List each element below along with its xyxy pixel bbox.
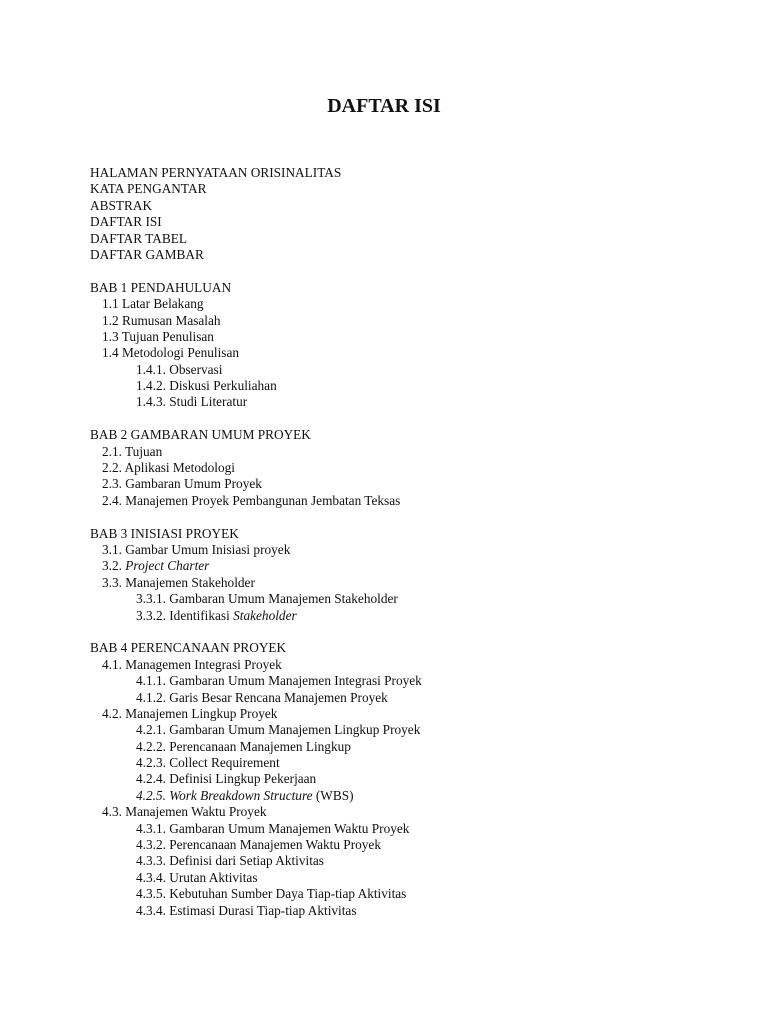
toc-entry-3-3-1: 3.3.1. Gambaran Umum Manajemen Stakeholder bbox=[136, 591, 398, 607]
toc-entry-number: 3.2. bbox=[102, 558, 122, 574]
toc-entry-4-1-2: 4.1.2. Garis Besar Rencana Manajemen Proyek bbox=[136, 689, 388, 705]
toc-entry-4-2-3: 4.2.3. Collect Requirement bbox=[136, 755, 280, 771]
toc-entry-4-3: 4.3. Manajemen Waktu Proyek bbox=[102, 804, 267, 820]
spacer bbox=[90, 624, 748, 640]
toc-entry-1-4-1: 1.4.1. Observasi bbox=[136, 361, 223, 377]
toc-entry-3-1: 3.1. Gambar Umum Inisiasi proyek bbox=[102, 541, 291, 557]
toc-entry-4-3-5: 4.3.5. Kebutuhan Sumber Daya Tiap-tiap Aktivitas bbox=[136, 886, 407, 902]
toc-entry-4-3-6: 4.3.4. Estimasi Durasi Tiap-tiap Aktivitas bbox=[136, 902, 357, 918]
toc-entry-4-3-4: 4.3.4. Urutan Aktivitas bbox=[136, 869, 258, 885]
toc-entry-1-1: 1.1 Latar Belakang bbox=[102, 296, 204, 312]
toc-entry-4-3-2: 4.3.2. Perencanaan Manajemen Waktu Proyek bbox=[136, 837, 381, 853]
toc-entry-italic-text: Project Charter bbox=[125, 558, 210, 574]
toc-entry-italic-text: Stakeholder bbox=[233, 607, 297, 623]
chapter-heading-bab1: BAB 1 PENDAHULUAN bbox=[90, 279, 232, 295]
spacer bbox=[90, 509, 748, 525]
toc-entry-3-2 bbox=[90, 558, 748, 574]
toc-entry-number: 3.3.2. Identifikasi bbox=[136, 607, 230, 623]
toc-entry-1-2: 1.2 Rumusan Masalah bbox=[102, 312, 221, 328]
toc-entry-2-1: 2.1. Tujuan bbox=[102, 443, 163, 459]
toc-entry-4-1-1: 4.1.1. Gambaran Umum Manajemen Integrasi Proyek bbox=[136, 673, 422, 689]
toc-entry-2-2: 2.2. Aplikasi Metodologi bbox=[102, 460, 235, 476]
toc-entry-abstrak: ABSTRAK bbox=[90, 197, 153, 213]
toc-entry-1-3: 1.3 Tujuan Penulisan bbox=[102, 328, 214, 344]
toc-entry-4-2-2: 4.2.2. Perencanaan Manajemen Lingkup bbox=[136, 738, 351, 754]
toc-entry-2-4: 2.4. Manajemen Proyek Pembangunan Jembatan Teksas bbox=[102, 492, 401, 508]
toc-entry-italic-text: 4.2.5. Work Breakdown Structure bbox=[136, 787, 313, 803]
toc-entry-1-4: 1.4 Metodologi Penulisan bbox=[102, 345, 240, 361]
toc-entry-daftar-tabel: DAFTAR TABEL bbox=[90, 230, 187, 246]
toc-entry-4-3-3: 4.3.3. Definisi dari Setiap Aktivitas bbox=[136, 853, 324, 869]
chapter-heading-bab2: BAB 2 GAMBARAN UMUM PROYEK bbox=[90, 427, 311, 443]
toc-entry-suffix: (WBS) bbox=[315, 787, 354, 803]
toc-entry-3-3-2 bbox=[90, 608, 748, 624]
toc-entry-2-3: 2.3. Gambaran Umum Proyek bbox=[102, 476, 262, 492]
toc-entry-4-2: 4.2. Manajemen Lingkup Proyek bbox=[102, 705, 278, 721]
spacer bbox=[90, 411, 748, 427]
toc-entry-4-2-1: 4.2.1. Gambaran Umum Manajemen Lingkup Proyek bbox=[136, 722, 421, 738]
toc-entry-4-1: 4.1. Managemen Integrasi Proyek bbox=[102, 656, 282, 672]
table-of-contents bbox=[90, 165, 748, 919]
page-title: DAFTAR ISI bbox=[327, 95, 441, 117]
toc-entry-kata-pengantar: KATA PENGANTAR bbox=[90, 181, 207, 197]
toc-entry-daftar-isi: DAFTAR ISI bbox=[90, 214, 162, 230]
toc-entry-4-2-5 bbox=[90, 788, 748, 804]
toc-entry-daftar-gambar: DAFTAR GAMBAR bbox=[90, 246, 204, 262]
toc-entry-4-2-4: 4.2.4. Definisi Lingkup Pekerjaan bbox=[136, 771, 317, 787]
toc-entry-3-3: 3.3. Manajemen Stakeholder bbox=[102, 574, 255, 590]
chapter-heading-bab3: BAB 3 INISIASI PROYEK bbox=[90, 525, 239, 541]
toc-entry-1-4-3: 1.4.3. Studi Literatur bbox=[136, 394, 248, 410]
spacer bbox=[90, 263, 748, 279]
toc-entry-4-3-1: 4.3.1. Gambaran Umum Manajemen Waktu Proyek bbox=[136, 820, 410, 836]
chapter-heading-bab4: BAB 4 PERENCANAAN PROYEK bbox=[90, 640, 287, 656]
toc-entry-1-4-2: 1.4.2. Diskusi Perkuliahan bbox=[136, 378, 277, 394]
toc-entry-orisinalitas: HALAMAN PERNYATAAN ORISINALITAS bbox=[90, 165, 342, 180]
